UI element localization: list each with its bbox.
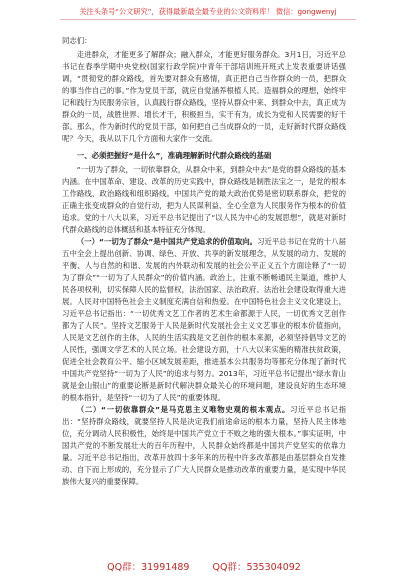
section-heading-1: 一、必须把握好“是什么”，准确理解新时代群众路线的基础 [76, 151, 272, 160]
paragraph-subsection-1 [62, 236, 346, 404]
footer-qq-group-1: QQ群：31991489 [107, 562, 190, 573]
subsection-1-lead: （一）“一切为了群众”是中国共产党追求的价值取向。 [76, 237, 258, 246]
header-banner: 关注头条号“公文研究”，获得最新最全最专业的公文资料库！ 微信：gongwenyj [60, 6, 356, 20]
subsection-2-lead: （二）“一切依靠群众”是马克思主义唯物史观的根本观点。 [76, 405, 291, 414]
document-body [62, 33, 346, 488]
salutation: 同志们： [62, 36, 92, 45]
paragraph-subsection-2 [62, 404, 346, 488]
subsection-1-text: 习近平总书记在党的十八届五中全会上提出创新、协调、绿色、开放、共享的新发展理念，从发展的动力、发展的平衡、人与自然的和谐、发展的内外联动和发展的社会公平正义五个方面诠释了“一切为了群众”“一切为了人民群众”的价值内涵。政治上，注重不断畅通民主渠道，维护人民各项权利，切实保障人民的监督权，法治国家、法治政府、法治社会建设取得重大进展。人民对中国特色社会主义制度充满自信和热爱。在中国特色社会主义文化建设上，习近平总书记指出：“一切优秀文艺工作者的艺术生命都源于人民，一切优秀文艺创作都为了人民”。坚持文艺服务于人民是新时代发展社会主义文艺事业的根本价值指向，人民是文艺创作的主体，人民的生活实践是文艺创作的根本来源，必须坚持倡导文艺的人民性，强调文学艺术的人民立场。社会建设方面，十八大以来实施的精准扶贫政策，促进全社会教育公平、缩小区域发展差距，推进基本公共服务均等都充分体现了新时代中国共产党坚持“一切为了人民”的追求与努力。2013年，习近平总书记提出“绿水青山就是金山银山”的重要论断是新时代解决群众最关心的环境问题，建设良好的生态环境的根本指针，是坚持“一切为了人民”的重要体现。 [62, 237, 346, 402]
subsection-2-text: 习近平总书记指出：“坚持群众路线，就要坚持人民是决定我们前途命运的根本力量，坚持人民主体地位，充分调动人民积极性，始终是中国共产党立于不败之地的强大根本。”事实证明，中国共产党的不断发展壮大的百年历程中，人民群众始终都是中国共产党坚实的依靠力量。习近平总书记指出，改革开放四十多年来的历程中许多改革都是由基层群众自发推动、自下而上形成的，充分显示了广大人民群众是推动改革的重要力量，是实现中华民族伟大复兴的重要保障。 [62, 405, 346, 486]
paragraph-intro: 走进群众，才能更多了解群众；融入群众，才能更好服务群众。3月1日，习近平总书记在春季学期中央党校(国家行政学院)中青年干部培训班开班式上发表重要讲话强调，“贯彻党的群众路线，首先要对群众有感情，真正把自己当作群众的一员，把群众的事当作自己的事。”作为党员干部，就应自觉涵养根植人民、造福群众的理想，始终牢记和践行为民服务宗旨，认真践行群众路线，坚持从群众中来、到群众中去，真正成为群众的一员，战胜世界、增长才干，积极担当，实干有为，成长为党和人民需要的好干部。那么，作为新时代的党员干部，如何把自己当成群众的一员，走好新时代群众路线呢？今天，我从以下几个方面和大家作一交流。 [62, 50, 346, 143]
paragraph-mass-line-definition: “一切为了群众，一切依靠群众，从群众中来，到群众中去”是党的群众路线的基本内涵。在中国革命、建设、改革的历史实践中，群众路线是制胜法宝之一，是党的根本工作路线、政治路线和组织路线。中国共产党的最大政治优势是密切联系群众，把党的正确主张变成群众的自觉行动，把为人民谋利益、全心全意为人民服务作为根本的价值追求。党的十八大以来，习近平总书记提出了“以人民为中心的发展思想”，就是对新时代群众路线的总体概括和基本特征充分体现。 [62, 165, 346, 234]
footer-contact [0, 559, 408, 573]
footer-qq-group-2: QQ群：535304092 [212, 562, 301, 573]
